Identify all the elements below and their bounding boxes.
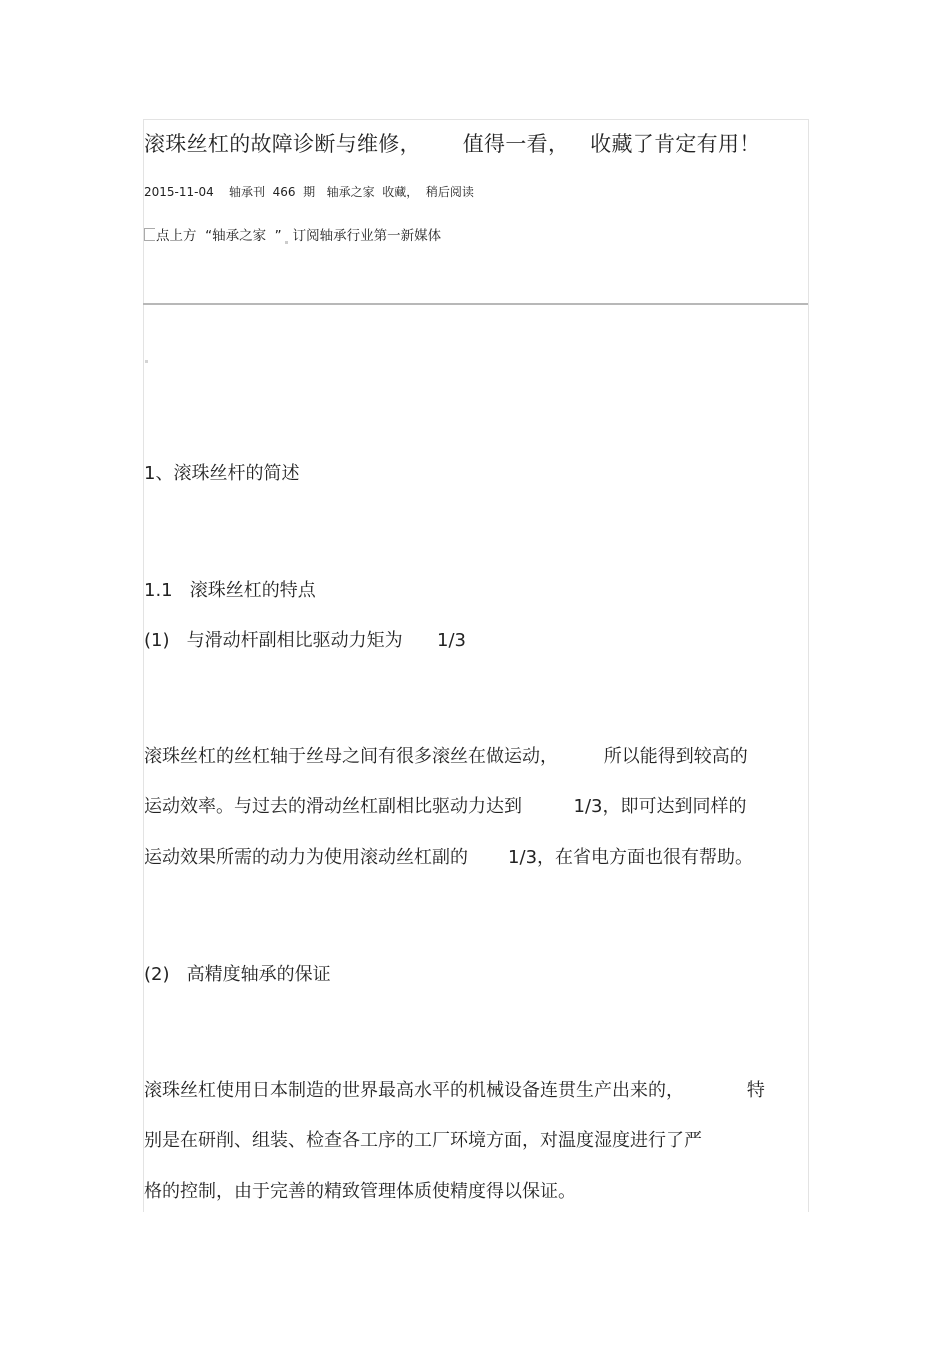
- paragraph-line: 滚珠丝杠使用日本制造的世界最高水平的机械设备连贯生产出来的， 特: [144, 1080, 765, 1101]
- header-divider: [143, 303, 808, 305]
- article-frame: [143, 119, 809, 1212]
- paragraph-line: 别是在研削、组装、检查各工序的工厂环境方面，对温度湿度进行了严: [144, 1130, 702, 1151]
- list-item-2: (2) 高精度轴承的保证: [144, 964, 331, 985]
- paragraph-line: 运动效果所需的动力为使用滚动丝杠副的 1/3，在省电方面也很有帮助。: [144, 847, 754, 868]
- paragraph-line: 滚珠丝杠的丝杠轴于丝母之间有很多滚丝在做运动， 所以能得到较高的: [144, 746, 748, 767]
- article-meta: 2015-11-04 轴承刊 466 期 轴承之家 收藏， 稍后阅读: [144, 185, 474, 199]
- paragraph-line: 运动效率。与过去的滑动丝杠副相比驱动力达到 1/3，即可达到同样的: [144, 796, 747, 817]
- section-heading: 1、滚珠丝杆的简述: [144, 463, 300, 484]
- subscribe-tail: 订阅轴承行业第一新媒体: [292, 228, 442, 244]
- article-title: 滚珠丝杠的故障诊断与维修， 值得一看， 收藏了肯定有用！: [144, 132, 761, 156]
- paragraph-line: 格的控制，由于完善的精致管理体质使精度得以保证。: [144, 1181, 576, 1202]
- image-placeholder-dot: [145, 360, 148, 363]
- list-item-1: (1) 与滑动杆副相比驱动力矩为 1/3: [144, 630, 466, 651]
- image-placeholder-icon: [144, 228, 155, 241]
- subscribe-text: 点上方 “轴承之家 ”: [156, 228, 282, 244]
- subscribe-line: [144, 224, 441, 244]
- bullet-dot-icon: [285, 241, 288, 244]
- subsection-heading: 1.1 滚珠丝杠的特点: [144, 580, 316, 601]
